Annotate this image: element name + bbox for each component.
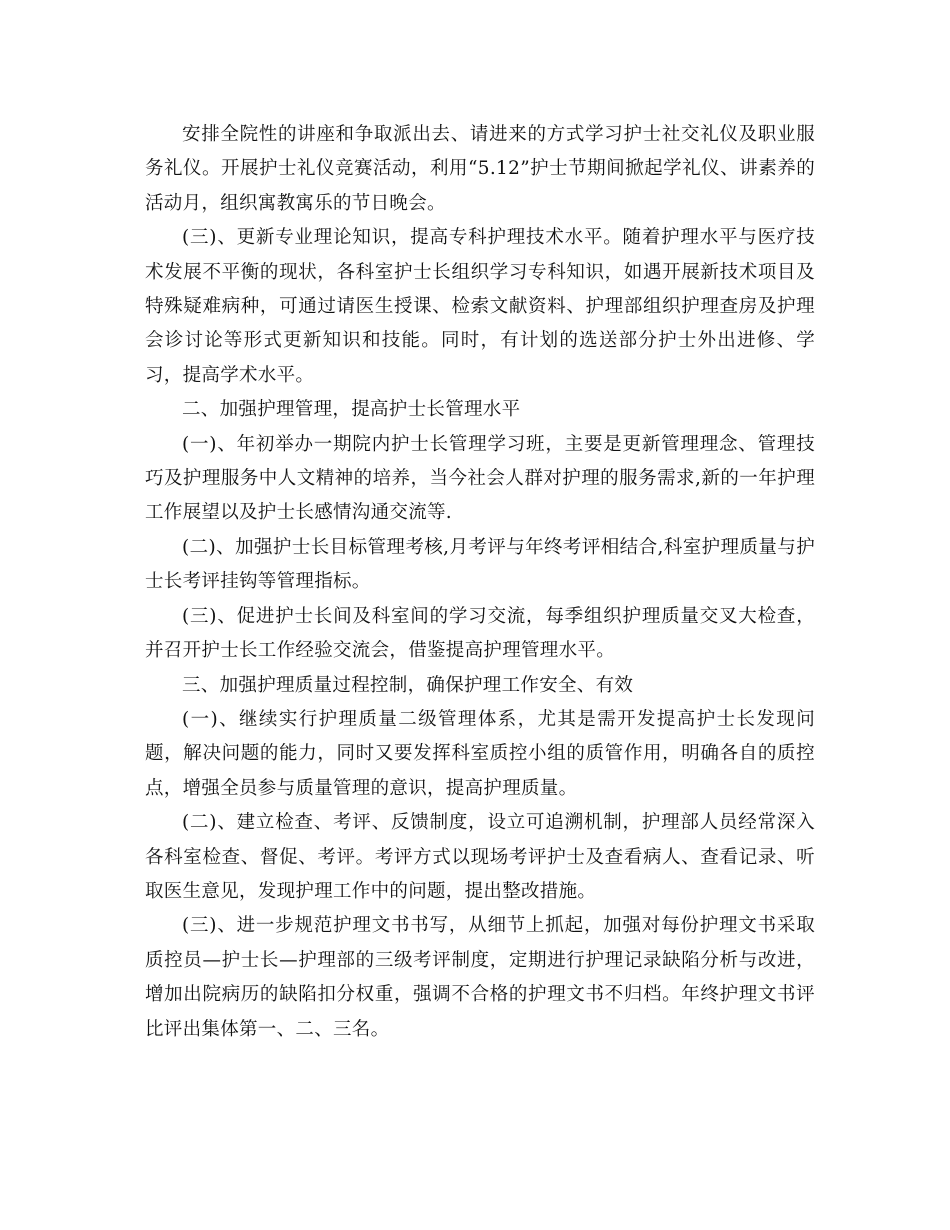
paragraph-target-assessment: (二)、加强护士长目标管理考核,月考评与年终考评相结合,科室护理质量与护士长考评挂钩等管理指标。 bbox=[145, 536, 815, 593]
paragraph-inspection: (二)、建立检查、考评、反馈制度，设立可追溯机制，护理部人员经常深入各科室检查、督促、考评。考评方式以现场考评护士及查看病人、查看记录、听取医生意见，发现护理工作中的问题，提出整改措施。 bbox=[145, 812, 815, 902]
section-heading-management: 二、加强护理管理，提高护士长管理水平 bbox=[182, 399, 521, 421]
document-body bbox=[145, 118, 815, 1047]
paragraph-head-nurse-training: (一)、年初举办一期院内护士长管理学习班，主要是更新管理理念、管理技巧及护理服务中人文精神的培养，当今社会人群对护理的服务需求,新的一年护理工作展望以及护士长感情沟通交流等. bbox=[145, 433, 815, 524]
paragraph-specialty-knowledge: (三)、更新专业理论知识，提高专科护理技术水平。随着护理水平与医疗技术发展不平衡的现状，各科室护士长组织学习专科知识，如遇开展新技术项目及特殊疑难病种，可通过请医生授课、检索文献资料、护理部组织护理查房及护理会诊讨论等形式更新知识和技能。同时，有计划的选送部分护士外出进修、学习，提高学术水平。 bbox=[145, 227, 815, 386]
paragraph-quality-system: (一)、继续实行护理质量二级管理体系，尤其是需开发提高护士长发现问题，解决问题的能力，同时又要发挥科室质控小组的质管作用，明确各自的质控点，增强全员参与质量管理的意识，提高护理质量。 bbox=[145, 708, 815, 799]
paragraph-etiquette-training: 安排全院性的讲座和争取派出去、请进来的方式学习护士社交礼仪及职业服务礼仪。开展护士礼仪竞赛活动，利用“5.12”护士节期间掀起学礼仪、讲素养的活动月，组织寓教寓乐的节日晚会。 bbox=[145, 124, 815, 214]
paragraph-exchange: (三)、促进护士长间及科室间的学习交流，每季组织护理质量交叉大检查，并召开护士长工作经验交流会，借鉴提高护理管理水平。 bbox=[145, 605, 815, 662]
section-heading-quality-control: 三、加强护理质量过程控制，确保护理工作安全、有效 bbox=[182, 674, 634, 696]
paragraph-documentation: (三)、进一步规范护理文书书写，从细节上抓起，加强对每份护理文书采取质控员—护士长—护理部的三级考评制度，定期进行护理记录缺陷分析与改进，增加出院病历的缺陷扣分权重，强调不合格的护理文书不归档。年终护理文书评比评出集体第一、二、三名。 bbox=[145, 915, 815, 1040]
